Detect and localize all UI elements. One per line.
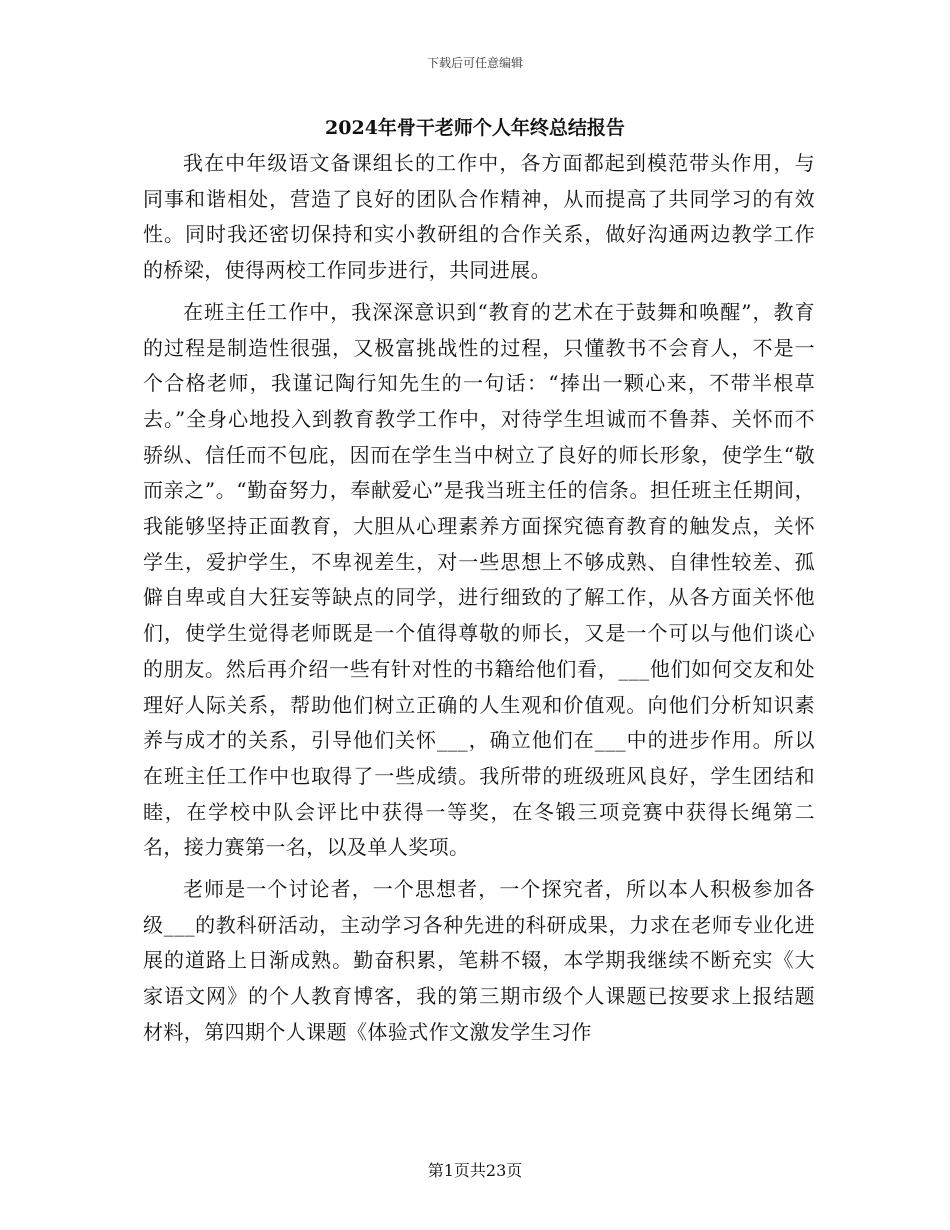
paragraph-3: 老师是一个讨论者，一个思想者，一个探究者，所以本人积极参加各级___的教科研活动，主动学习各种先进的科研成果，力求在老师专业化进展的道路上日渐成熟。勤奋积累，笔耕不辍，本学期我继续不断充实《大家语文网》的个人教育博客，我的第三期市级个人课题已按要求上报结题材料，第四期个人课题《体验式作文激发学生习作	[143, 877, 815, 1044]
paragraph-1: 我在中年级语文备课组长的工作中，各方面都起到模范带头作用，与同事和谐相处，营造了良好的团队合作精神，从而提高了共同学习的有效性。同时我还密切保持和实小教研组的合作关系，做好沟通两边教学工作的桥梁，使得两校工作同步进行，共同进展。	[143, 151, 815, 283]
paragraph-2: 在班主任工作中，我深深意识到“教育的艺术在于鼓舞和唤醒”，教育的过程是制造性很强，又极富挑战性的过程，只懂教书不会育人，不是一个合格老师，我谨记陶行知先生的一句话：“捧出一颗心来，不带半根草去。”全身心地投入到教育教学工作中，对待学生坦诚而不鲁莽、关怀而不骄纵、信任而不包庇，因而在学生当中树立了良好的师长形象，使学生“敬而亲之”。“勤奋努力，奉献爱心”是我当班主任的信条。担任班主任期间，我能够坚持正面教育，大胆从心理素养方面探究德育教育的触发点，关怀学生，爱护学生，不卑视差生，对一些思想上不够成熟、自律性较差、孤僻自卑或自大狂妄等缺点的同学，进行细致的了解工作，从各方面关怀他们，使学生觉得老师既是一个值得尊敬的师长，又是一个可以与他们谈心的朋友。然后再介绍一些有针对性的书籍给他们看，___他们如何交友和处理好人际关系，帮助他们树立正确的人生观和价值观。向他们分析知识素养与成才的关系，引导他们关怀___，确立他们在___中的进步作用。所以在班主任工作中也取得了一些成绩。我所带的班级班风良好，学生团结和睦，在学校中队会评比中获得一等奖，在冬锻三项竞赛中获得长绳第二名，接力赛第一名，以及单人奖项。	[143, 299, 815, 860]
page-header-note: 下载后可任意编辑	[426, 56, 523, 70]
document-body	[143, 146, 815, 1051]
page-number-footer: 第1页共23页	[427, 1161, 523, 1180]
document-title: 2024年骨干老师个人年终总结报告	[325, 117, 625, 139]
